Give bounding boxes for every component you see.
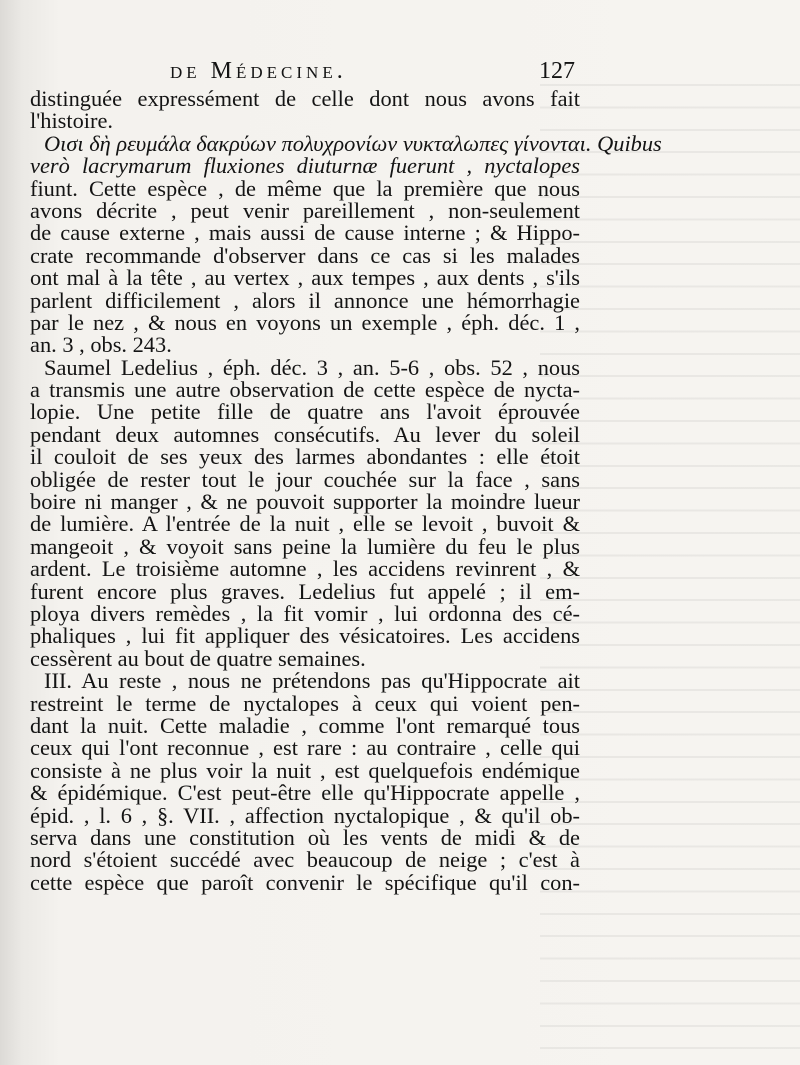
- text-line: ploya divers remèdes , la fit vomir , lui ordonna des cé-: [30, 600, 580, 626]
- text-line: Saumel Ledelius , éph. déc. 3 , an. 5-6 , obs. 52 , nous: [44, 354, 580, 380]
- text-line: boire ni manger , & ne pouvoit supporter la moindre lueur: [30, 489, 580, 515]
- text-line: consiste à ne plus voir la nuit , est quelquefois endémique: [30, 757, 580, 783]
- text-line: crate recommande d'observer dans ce cas si les malades: [30, 242, 580, 268]
- text-line: de lumière. A l'entrée de la nuit , elle se levoit , buvoit &: [30, 511, 580, 537]
- text-line: serva dans une constitution où les vents de midi & de: [30, 824, 580, 850]
- text-line: pendant deux automnes consécutifs. Au lever du soleil: [30, 421, 580, 447]
- text-line: distinguée expressément de celle dont nous avons fait: [30, 86, 580, 111]
- body-text: [30, 86, 662, 895]
- text-line: fiunt. Cette espèce , de même que la première que nous: [30, 175, 580, 201]
- text-line: furent encore plus graves. Ledelius fut appelé ; il em-: [30, 578, 580, 604]
- text-line: lopie. Une petite fille de quatre ans l'avoit éprouvée: [30, 399, 580, 425]
- text-line: cessèrent au bout de quatre semaines.: [30, 645, 366, 671]
- text-line: parlent difficilement , alors il annonce une hémorrhagie: [30, 287, 580, 313]
- text-line: épid. , l. 6 , §. VII. , affection nyctalopique , & qu'il ob-: [30, 802, 580, 828]
- text-line: III. Au reste , nous ne prétendons pas qu'Hippocrate ait: [44, 668, 580, 694]
- page-number: 127: [539, 58, 575, 84]
- text-line: obligée de rester tout le jour couchée sur la face , sans: [30, 466, 580, 492]
- text-line: cette espèce que paroît convenir le spécifique qu'il con-: [30, 869, 580, 895]
- page-header: [170, 58, 575, 88]
- text-line: verò lacrymarum fluxiones diuturnæ fuerunt , nyctalopes: [30, 153, 580, 179]
- text-line: Οισι δὴ ρευμάλα δακρύων πολυχρονίων νυκταλωπες γίνονται. Quibus: [44, 130, 662, 156]
- text-line: par le nez , & nous en voyons un exemple , éph. déc. 1 ,: [30, 309, 580, 335]
- text-line: restreint le terme de nyctalopes à ceux qui voient pen-: [30, 690, 580, 716]
- text-line: il couloit de ses yeux des larmes abondantes : elle étoit: [30, 444, 580, 470]
- text-line: phaliques , lui fit appliquer des vésicatoires. Les accidens: [30, 623, 580, 649]
- text-line: & épidémique. C'est peut-être elle qu'Hippocrate appelle ,: [30, 780, 580, 806]
- text-line: mangeoit , & voyoit sans peine la lumière du feu le plus: [30, 533, 580, 559]
- text-line: nord s'étoient succédé avec beaucoup de neige ; c'est à: [30, 847, 580, 873]
- text-line: dant la nuit. Cette maladie , comme l'ont remarqué tous: [30, 712, 580, 738]
- text-line: ardent. Le troisième automne , les accidens revinrent , &: [30, 556, 580, 582]
- text-line: avons décrite , peut venir pareillement , non-seulement: [30, 197, 580, 223]
- text-line: l'histoire.: [30, 108, 114, 134]
- text-line: a transmis une autre observation de cette espèce de nycta-: [30, 377, 580, 403]
- text-line: an. 3 , obs. 243.: [30, 332, 172, 358]
- text-line: de cause externe , mais aussi de cause interne ; & Hippo-: [30, 220, 580, 246]
- running-head: de Médecine.: [170, 58, 347, 84]
- text-line: ont mal à la tête , au vertex , aux tempes , aux dents , s'ils: [30, 265, 580, 291]
- text-line: ceux qui l'ont reconnue , est rare : au contraire , celle qui: [30, 735, 580, 761]
